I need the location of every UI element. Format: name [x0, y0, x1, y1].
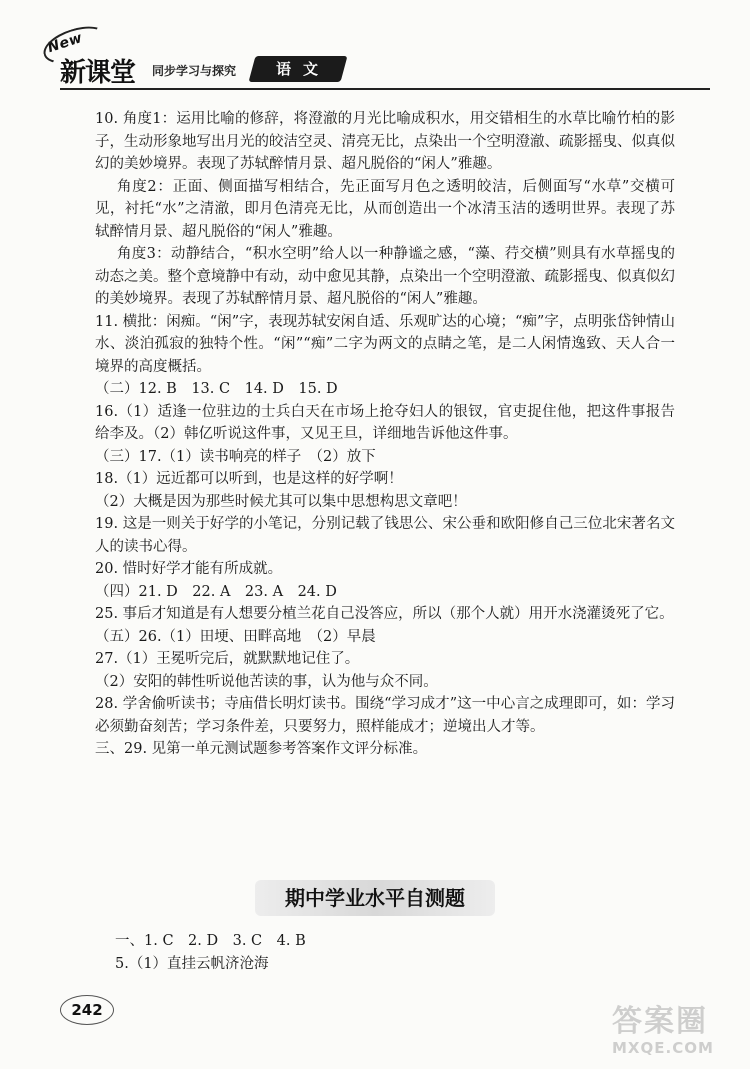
answer-line-17: （三）17.（1）读书响亮的样子 （2）放下 — [95, 448, 376, 465]
section-title-banner — [255, 880, 495, 916]
watermark-text-en: MXQE.COM — [612, 1039, 714, 1057]
answer-paragraph-10: 10. 角度1：运用比喻的修辞，将澄澈的月光比喻成积水，用交错相生的水草比喻竹柏的影子，生动形象地写出月光的皎洁空灵、清亮无比，点染出一个空明澄澈、疏影摇曳、似真似幻的美妙境界。表现了苏轼醉情月景、超凡脱俗的“闲人”雅趣。 — [95, 111, 675, 172]
answer-paragraph-25: 25. 事后才知道是有人想要分植兰花自己没答应，所以（那个人就）用开水浇灌烫死了它。 — [95, 606, 674, 622]
section-title: 期中学业水平自测题 — [285, 886, 465, 910]
answer-paragraph-angle-2: 角度2：正面、侧面描写相结合，先正面写月色之透明皎洁，后侧面写“水草”交横可见，衬托“水”之清澈，即月色清亮无比，从而创造出一个冰清玉洁的透明世界。表现了苏轼醉情月景、超凡脱俗的“闲人”雅趣。 — [95, 178, 675, 240]
answer-paragraph-angle-3: 角度3：动静结合，“积水空明”给人以一种静谧之感，“藻、荇交横”则具有水草摇曳的动态之美。整个意境静中有动，动中愈见其静，点染出一个空明澄澈、疏影摇曳、似真似幻的美妙境界。表现了苏轼醉情月景、超凡脱俗的“闲人”雅趣。 — [95, 246, 675, 307]
answer-line-18-2: （2）大概是因为那些时候尤其可以集中思想构思文章吧！ — [95, 493, 467, 510]
midterm-answers — [115, 930, 675, 975]
answer-paragraph-28: 28. 学舍偷听读书；寺庙借长明灯读书。围绕“学习成才”这一中心言之成理即可，如：学习必须勤奋刻苦；学习条件差，只要努力，照样能成才；逆境出人才等。 — [95, 696, 675, 735]
subject-label: 语文 — [275, 60, 330, 78]
brand-title: 新课堂 — [60, 58, 136, 88]
answer-line-18-1: 18.（1）远近都可以听到，也是这样的好学啊！ — [95, 471, 403, 487]
answer-line-12-15: （二）12. B 13. C 14. D 15. D — [95, 381, 338, 397]
watermark-text-cn: 答案圈 — [612, 1004, 708, 1039]
answer-line-27-2: （2）安阳的韩性听说他苦读的事，认为他与众不同。 — [95, 673, 438, 690]
series-subtitle: 同步学习与探究 — [152, 64, 237, 78]
answer-line-27-1: 27.（1）王冕听完后，就默默地记住了。 — [95, 651, 360, 667]
answer-paragraph-11: 11. 横批：闲痴。“闲”字，表现苏轼安闲自适、乐观旷达的心境；“痴”字，点明张岱钟情山水、淡泊孤寂的独特个性。“闲”“痴”二字为两文的点睛之笔，是二人闲情逸致、天人合一境界的高度概括。 — [95, 313, 675, 375]
watermark-logo — [612, 1005, 742, 1065]
header-divider — [60, 88, 710, 90]
answer-line-21-24: （四）21. D 22. A 23. A 24. D — [95, 583, 337, 600]
midterm-answer-line-2: 5.（1）直挂云帆济沧海 — [115, 955, 269, 972]
page-number: 242 — [60, 995, 114, 1025]
midterm-answer-line-1: 一、1. C 2. D 3. C 4. B — [115, 933, 306, 949]
new-badge-logo: New — [46, 24, 105, 64]
answer-line-26: （五）26.（1）田埂、田畔高地 （2）早晨 — [95, 628, 376, 645]
answer-paragraph-16: 16.（1）适逢一位驻边的士兵白天在市场上抢夺妇人的银钗，官吏捉住他，把这件事报告给李及。（2）韩亿听说这件事，又见王旦，详细地告诉他这件事。 — [95, 403, 675, 442]
subject-tab — [249, 56, 348, 82]
answer-content — [95, 108, 675, 761]
answer-line-20: 20. 惜时好学才能有所成就。 — [95, 561, 283, 577]
answer-paragraph-19: 19. 这是一则关于好学的小笔记，分别记载了钱思公、宋公垂和欧阳修自己三位北宋著名文人的读书心得。 — [95, 516, 675, 555]
page-header — [40, 18, 730, 88]
answer-line-29: 三、29. 见第一单元测试题参考答案作文评分标准。 — [95, 741, 428, 757]
